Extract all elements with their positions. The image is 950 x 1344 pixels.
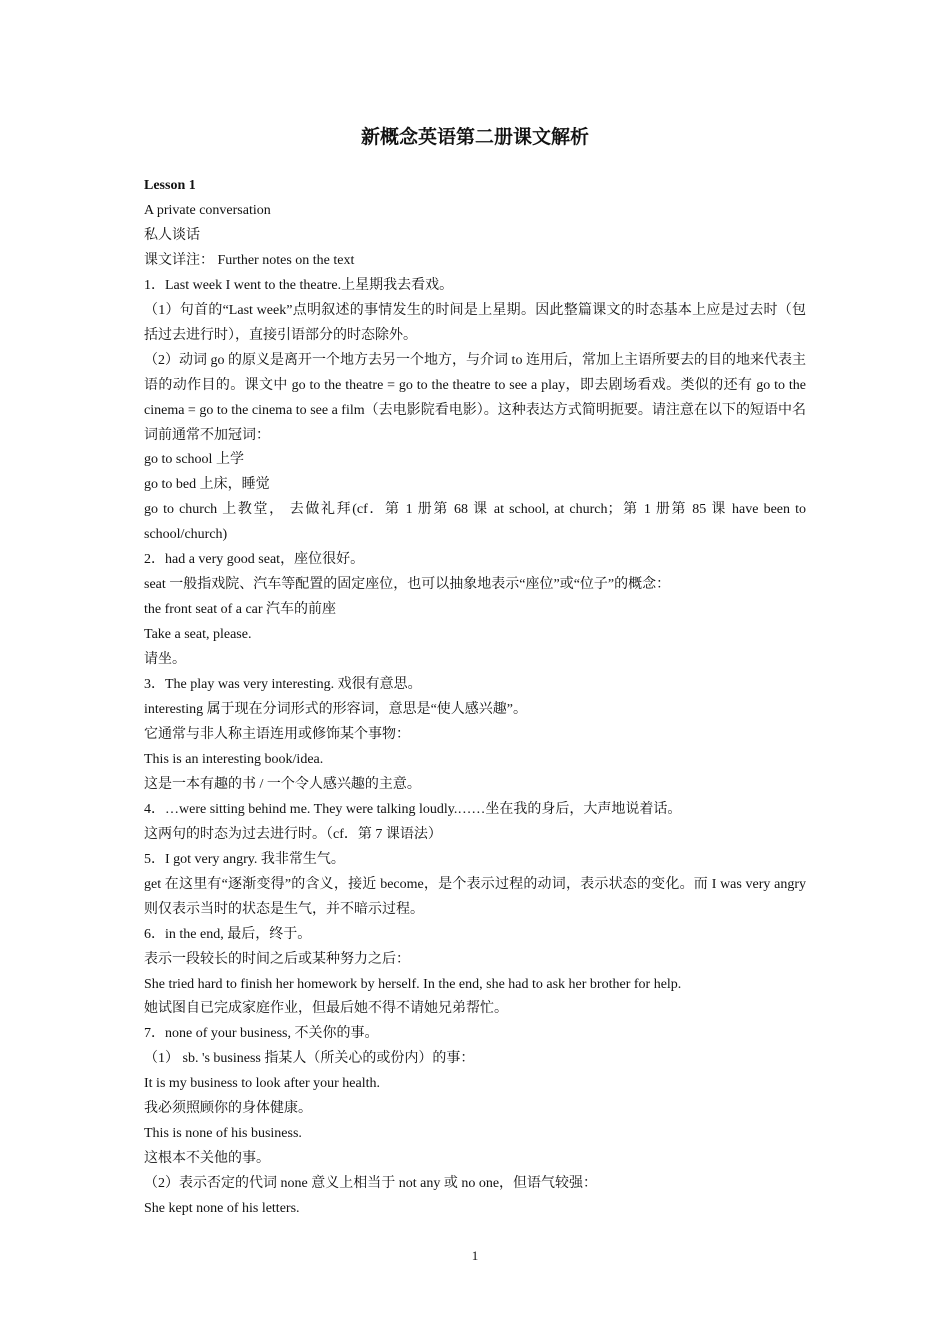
text-line: 6．in the end, 最后，终于。 xyxy=(144,926,312,942)
text-line: 3．The play was very interesting. 戏很有意思。 xyxy=(144,677,422,693)
text-line: This is an interesting book/idea. xyxy=(144,751,324,767)
text-line: She kept none of his letters. xyxy=(144,1201,300,1217)
text-line: go to school 上学 xyxy=(144,452,244,468)
text-line: Take a seat, please. xyxy=(144,627,252,643)
text-line: 课文详注： Further notes on the text xyxy=(144,252,355,268)
text-line: 它通常与非人称主语连用或修饰某个事物： xyxy=(144,726,410,742)
text-line: 表示一段较长的时间之后或某种努力之后： xyxy=(144,951,410,967)
text-line: interesting 属于现在分词形式的形容词，意思是“使人感兴趣”。 xyxy=(144,702,528,718)
lesson-heading: Lesson 1 xyxy=(144,178,196,193)
text-line: This is none of his business. xyxy=(144,1126,302,1142)
text-line: 7．none of your business, 不关你的事。 xyxy=(144,1026,379,1042)
text-line: A private conversation xyxy=(144,202,271,218)
text-line: She tried hard to finish her homework by herself. In the end, she had to ask her brother for help. xyxy=(144,976,682,992)
document-body xyxy=(144,174,806,1222)
text-line: 她试图自已完成家庭作业，但最后她不得不请她兄弟帮忙。 xyxy=(144,1001,508,1017)
text-line: go to bed 上床，睡觉 xyxy=(144,477,270,493)
text-line: 2．had a very good seat，座位很好。 xyxy=(144,552,365,568)
text-line: 私人谈话 xyxy=(144,227,200,243)
text-line: 这两句的时态为过去进行时。（cf．第 7 课语法） xyxy=(144,826,442,842)
text-line: （2）表示否定的代词 none 意义上相当于 not any 或 no one，但语气较强： xyxy=(144,1176,598,1192)
text-line: the front seat of a car 汽车的前座 xyxy=(144,602,337,618)
text-line: 4．…were sitting behind me. They were talking loudly.……坐在我的身后，大声地说着话。 xyxy=(144,801,682,817)
text-line: go to church 上教堂， 去做礼拜(cf．第 1 册第 68 课 at school, at church；第 1 册第 85 课 have been to school/church) xyxy=(144,502,806,543)
text-line: （1） sb. 's business 指某人（所关心的或份内）的事： xyxy=(144,1051,475,1067)
text-line: get 在这里有“逐渐变得”的含义，接近 become，是个表示过程的动词，表示状态的变化。而 I was very angry 则仅表示当时的状态是生气，并不暗示过程。 xyxy=(144,876,806,917)
text-line: It is my business to look after your health. xyxy=(144,1076,381,1092)
text-line: （1）句首的“Last week”点明叙述的事情发生的时间是上星期。因此整篇课文的时态基本上应是过去时（包括过去进行时），直接引语部分的时态除外。 xyxy=(144,302,806,343)
text-line: 这根本不关他的事。 xyxy=(144,1151,270,1167)
text-line: 这是一本有趣的书 / 一个令人感兴趣的主意。 xyxy=(144,776,421,792)
text-line: 5．I got very angry. 我非常生气。 xyxy=(144,851,345,867)
page-number: 1 xyxy=(471,1248,479,1263)
text-line: 请坐。 xyxy=(144,652,186,668)
text-line: seat 一般指戏院、汽车等配置的固定座位，也可以抽象地表示“座位”或“位子”的概念： xyxy=(144,577,671,593)
text-line: （2）动词 go 的原义是离开一个地方去另一个地方，与介词 to 连用后，常加上主语所要去的目的地来代表主语的动作目的。课文中 go to the theatre = go to the theatre to see a play，即去剧场看戏。类似的还有 go to the cinema = go to the cinema to see a film（去电影院看电影）。这种表达方式简明扼要。请注意在以下的短语中名词前通常不加冠词： xyxy=(144,352,806,443)
text-line: 我必须照顾你的身体健康。 xyxy=(144,1101,312,1117)
text-line: 1．Last week I went to the theatre.上星期我去看戏。 xyxy=(144,277,454,293)
document-title: 新概念英语第二册课文解析 xyxy=(360,127,589,148)
